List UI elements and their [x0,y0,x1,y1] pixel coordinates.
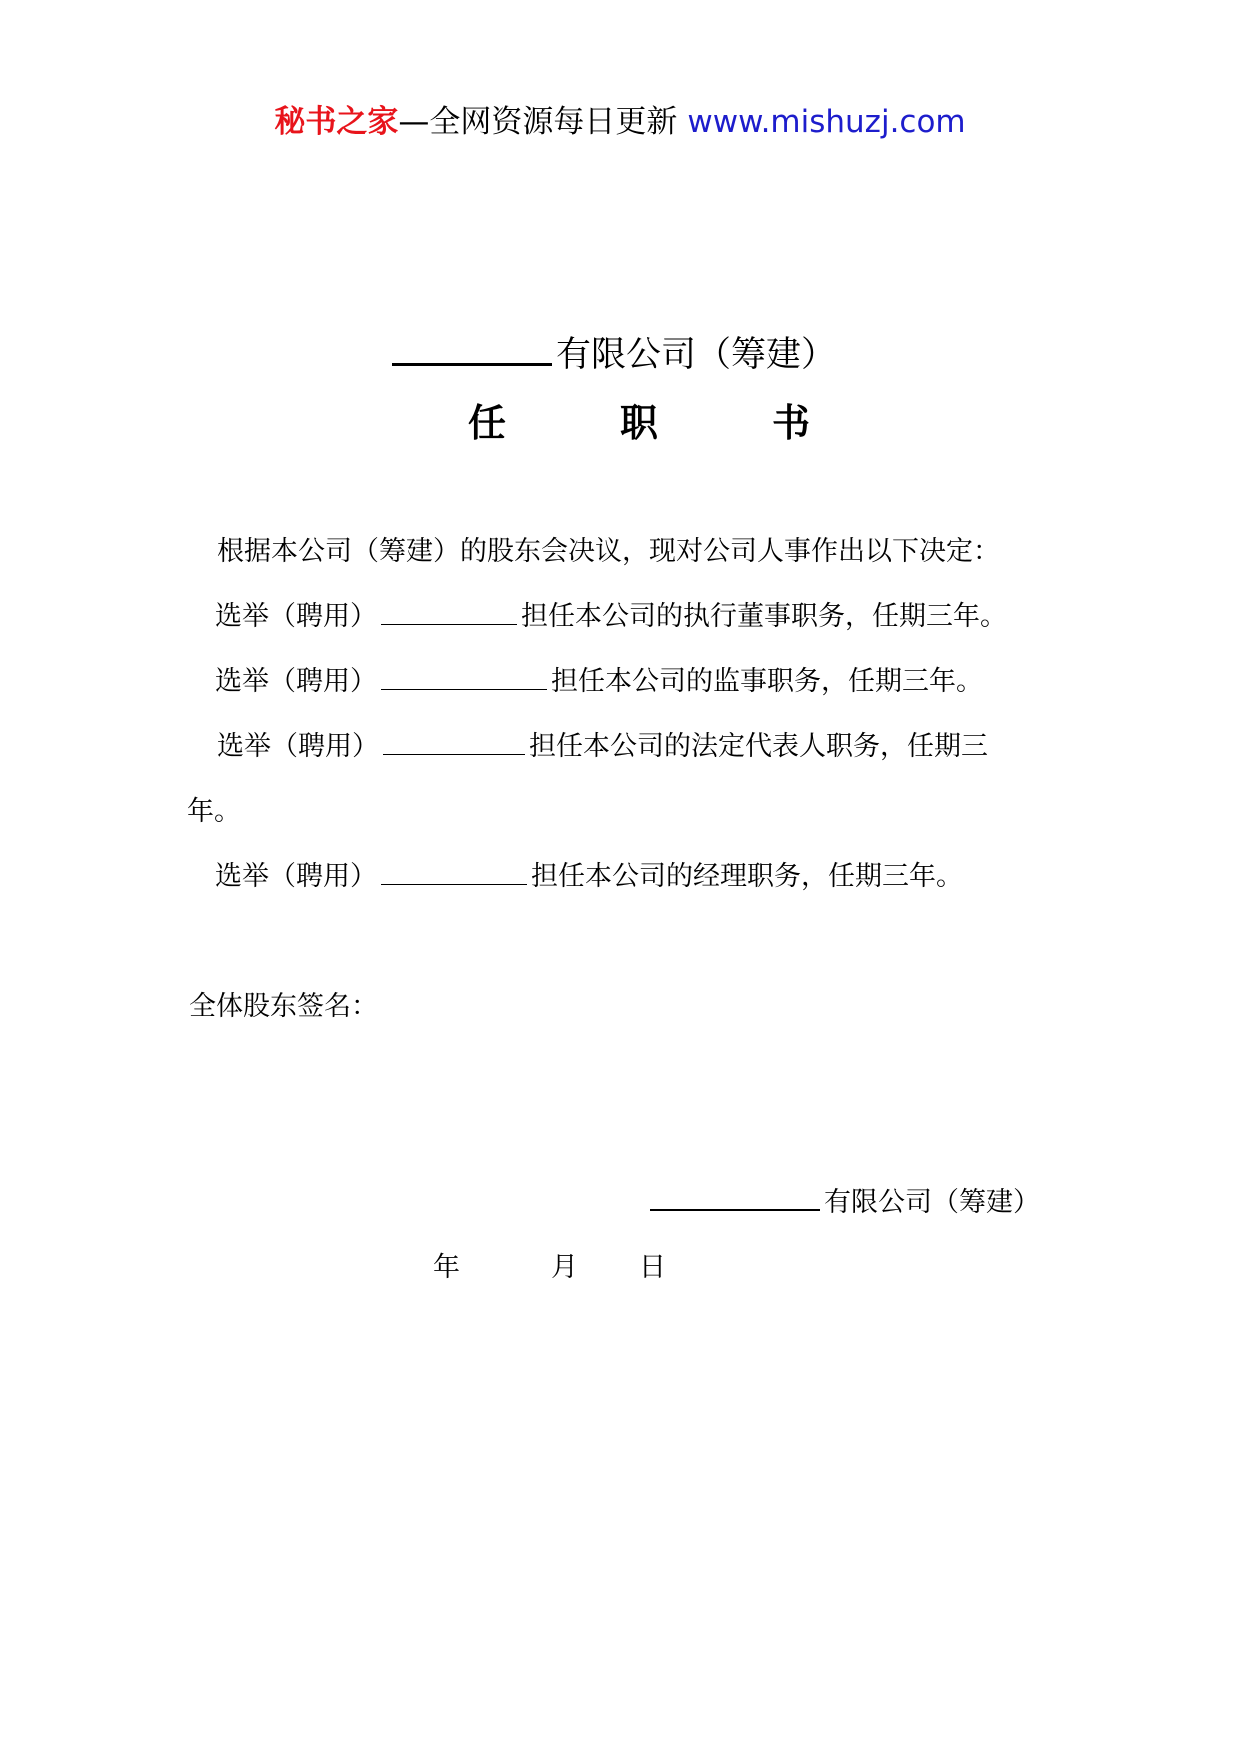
appointment-executive-director [215,597,1007,637]
appointment-text: 担任本公司的法定代表人职务，任期三 [529,731,988,762]
company-name-blank [392,363,552,366]
appointment-text: 担任本公司的监事职务，任期三年。 [551,666,983,697]
document-title [468,398,924,448]
signing-company-suffix: 有限公司（筹建） [824,1187,1040,1218]
appointment-supervisor [215,662,983,702]
name-blank [381,624,517,625]
name-blank [383,754,525,755]
appointment-text: 担任本公司的执行董事职务，任期三年。 [521,601,1007,632]
company-heading [392,330,836,380]
appointment-prefix: 选举（聘用） [215,861,377,892]
date-day: 日 [639,1252,666,1283]
appointment-manager [215,857,963,897]
signing-company-blank [650,1209,820,1211]
name-blank [381,884,527,885]
appointment-prefix: 选举（聘用） [215,666,377,697]
header-slogan: 全网资源每日更新 [429,104,678,140]
shareholder-signature-label: 全体股东签名： [189,991,378,1022]
title-char-1: 任 [468,400,507,445]
name-blank [381,689,547,690]
title-char-3: 书 [772,400,811,445]
date-year: 年 [433,1252,460,1283]
brand-name: 秘书之家 [274,104,399,140]
appointment-text: 担任本公司的经理职务，任期三年。 [531,861,963,892]
intro-paragraph: 根据本公司（筹建）的股东会决议，现对公司人事作出以下决定： [217,536,1000,567]
date-month: 月 [551,1252,578,1283]
appointment-prefix: 选举（聘用） [215,601,377,632]
signing-company [650,1183,1040,1223]
appointment-legal-representative-continuation: 年。 [187,796,241,827]
date-line [433,1248,666,1288]
appointment-prefix: 选举（聘用） [217,731,379,762]
title-char-2: 职 [620,400,659,445]
site-url-link[interactable]: www.mishuzj.com [687,104,966,140]
header-dash: — [398,104,430,140]
page-header [0,100,1240,144]
appointment-legal-representative [217,727,988,767]
company-heading-suffix: 有限公司（筹建） [556,335,837,375]
